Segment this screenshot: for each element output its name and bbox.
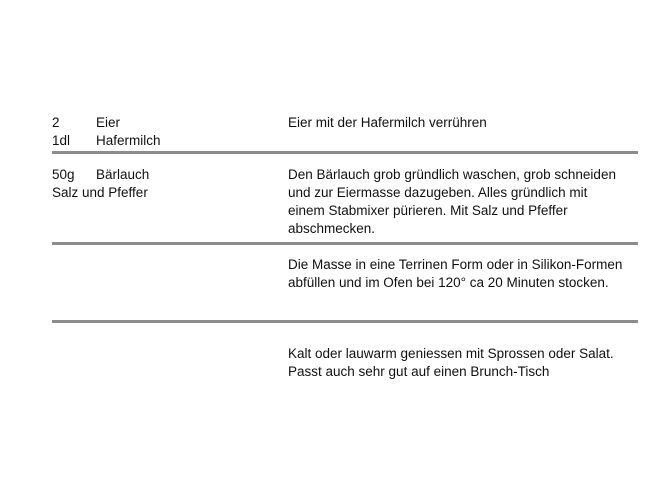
ingredient-row	[52, 114, 282, 132]
section-divider	[52, 242, 638, 245]
ingredient-qty: 1dl	[52, 133, 71, 148]
section-divider	[52, 320, 638, 323]
instruction-text	[288, 166, 638, 238]
instruction-line: Passt auch sehr gut auf einen Brunch-Tisch	[288, 364, 550, 379]
instruction-line: abfüllen und im Ofen bei 120° ca 20 Minuten stocken.	[288, 275, 609, 290]
ingredient-list	[52, 114, 282, 150]
instruction-line: Die Masse in eine Terrinen Form oder in Silikon-Formen	[288, 257, 623, 272]
instruction-line: und zur Eiermasse dazugeben. Alles gründlich mit	[288, 185, 588, 200]
ingredient-qty: 50g	[52, 167, 75, 182]
instruction-line: abschmecken.	[288, 221, 376, 236]
ingredient-row	[52, 166, 282, 184]
instruction-line: einem Stabmixer pürieren. Mit Salz und Pfeffer	[288, 203, 568, 218]
ingredient-name: Bärlauch	[96, 167, 150, 182]
instruction-text	[288, 114, 638, 132]
ingredient-qty: 2	[52, 115, 60, 130]
instruction-text	[288, 256, 638, 292]
ingredient-text: Salz und Pfeffer	[52, 185, 148, 200]
ingredient-row	[52, 184, 282, 202]
ingredient-list	[52, 166, 282, 202]
ingredient-name: Hafermilch	[96, 133, 161, 148]
instruction-text	[288, 345, 638, 381]
ingredient-name: Eier	[96, 115, 121, 130]
instruction-line: Eier mit der Hafermilch verrühren	[288, 115, 487, 130]
instruction-line: Kalt oder lauwarm geniessen mit Sprossen oder Salat.	[288, 346, 614, 361]
section-divider	[52, 151, 638, 154]
ingredient-row	[52, 132, 282, 150]
instruction-line: Den Bärlauch grob gründlich waschen, grob schneiden	[288, 167, 616, 182]
